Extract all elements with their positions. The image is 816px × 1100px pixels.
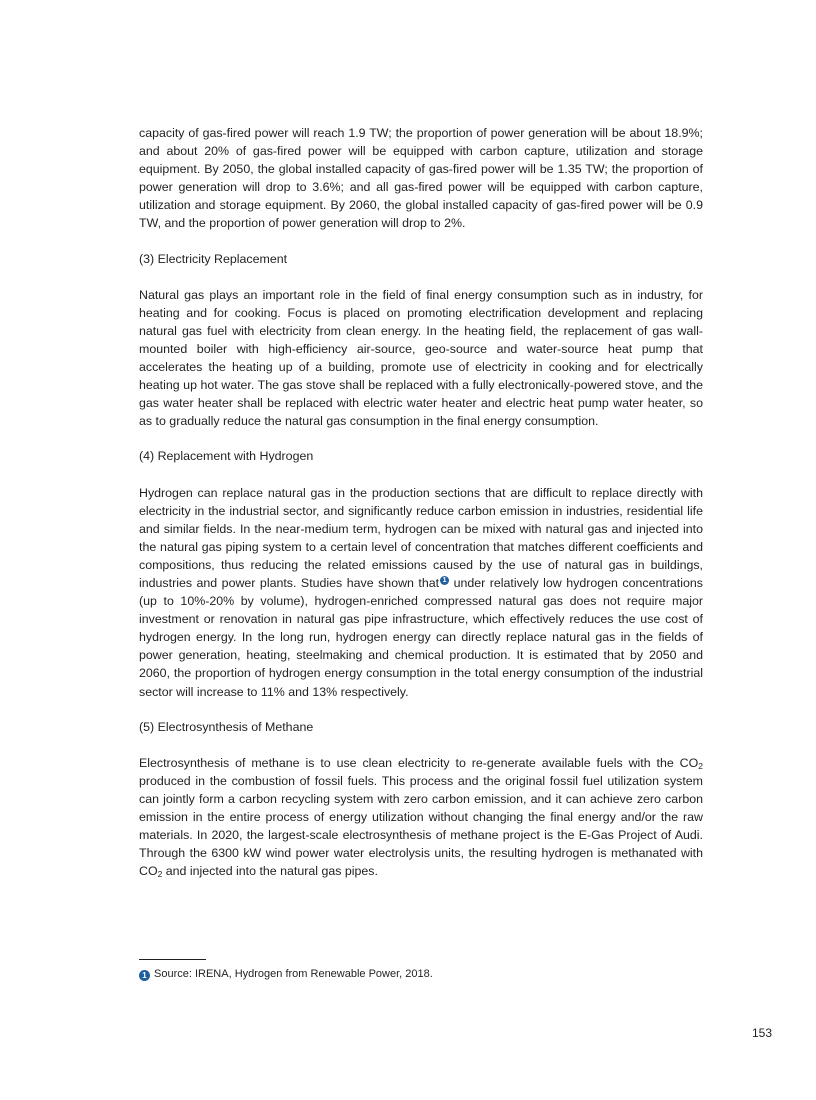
methane-text-part-1: Electrosynthesis of methane is to use clean electricity to re-generate available fuels with the CO [139, 755, 699, 770]
heading-electricity-replacement: (3) Electricity Replacement [139, 251, 288, 266]
paragraph-gas-power-capacity: capacity of gas-fired power will reach 1.9 TW; the proportion of power generation will be about 18.9%; and about 20% of gas-fired power will be equipped with carbon capture, utilization and storage equipment. By 2050, the global installed capacity of gas-fired power will be 1.35 TW; the proportion of power generation will drop to 3.6%; and all gas-fired power will be equipped with carbon capture, utilization and storage equipment. By 2060, the global installed capacity of gas-fired power will be 0.9 TW, and the proportion of power generation will drop to 2%. [139, 126, 703, 231]
methane-text-part-3: and injected into the natural gas pipes. [162, 864, 378, 879]
footnote-text: Source: IRENA, Hydrogen from Renewable Power, 2018. [154, 968, 433, 980]
main-content [139, 124, 703, 880]
paragraph-electrosynthesis-methane [139, 754, 703, 881]
heading-replacement-hydrogen: (4) Replacement with Hydrogen [139, 449, 314, 464]
co2-subscript: 2 [698, 760, 703, 771]
page-number: 153 [752, 1026, 773, 1040]
heading-electrosynthesis-methane: (5) Electrosynthesis of Methane [139, 719, 314, 734]
co2-subscript: 2 [157, 869, 163, 880]
hydrogen-text-part-2: under relatively low hydrogen concentrations (up to 10%-20% by volume), hydrogen-enriched compressed natural gas does not require major investment or renovation in natural gas pipe infrastructure, which effectively reduces the use cost of hydrogen energy. In the long run, hydrogen energy can directly replace natural gas in the fields of power generation, heating, steelmaking and chemical production. It is estimated that by 2050 and 2060, the proportion of hydrogen energy consumption in the total energy consumption of the industrial sector will increase to 11% and 13% respectively. [139, 575, 703, 699]
methane-text-part-2: produced in the combustion of fossil fuels. This process and the original fossil fuel utilization system can jointly form a carbon recycling system with zero carbon emission, and it can achieve zero carbon emission in the entire process of energy utilization without changing the final energy and/or the raw materials. In 2020, the largest-scale electrosynthesis of methane project is the E-Gas Project of Audi. Through the 6300 kW wind power water electrolysis units, the resulting hydrogen is methanated with CO [139, 773, 703, 879]
footnote-reference-marker[interactable]: 1 [440, 576, 449, 585]
footnote-divider [139, 959, 206, 960]
paragraph-electricity-replacement: Natural gas plays an important role in the field of final energy consumption such as in industry, for heating and for cooking. Focus is placed on promoting electrification development and replacing natural gas fuel with electricity from clean energy. In the heating field, the replacement of gas wall-mounted boiler with high-efficiency air-source, geo-source and water-source heat pump that accelerates the heating up of a building, promote use of electricity in cooking and for electrically heating up hot water. The gas stove shall be replaced with a fully electronically-powered stove, and the gas water heater shall be replaced with electric water heater and electric heat pump water heater, so as to gradually reduce the natural gas consumption in the final energy consumption. [139, 287, 703, 429]
footnote-number-icon: 1 [139, 970, 150, 981]
paragraph-replacement-hydrogen [139, 484, 703, 701]
hydrogen-text-part-1: Hydrogen can replace natural gas in the production sections that are difficult to replace directly with electricity in the industrial sector, and significantly reduce carbon emission in industries, residential life and similar fields. In the near-medium term, hydrogen can be mixed with natural gas and injected into the natural gas piping system to a certain level of concentration that matches different coefficients and compositions, thus reducing the related emissions caused by the use of natural gas in buildings, industries and power plants. Studies have shown that [139, 485, 703, 590]
footnote [139, 967, 433, 981]
